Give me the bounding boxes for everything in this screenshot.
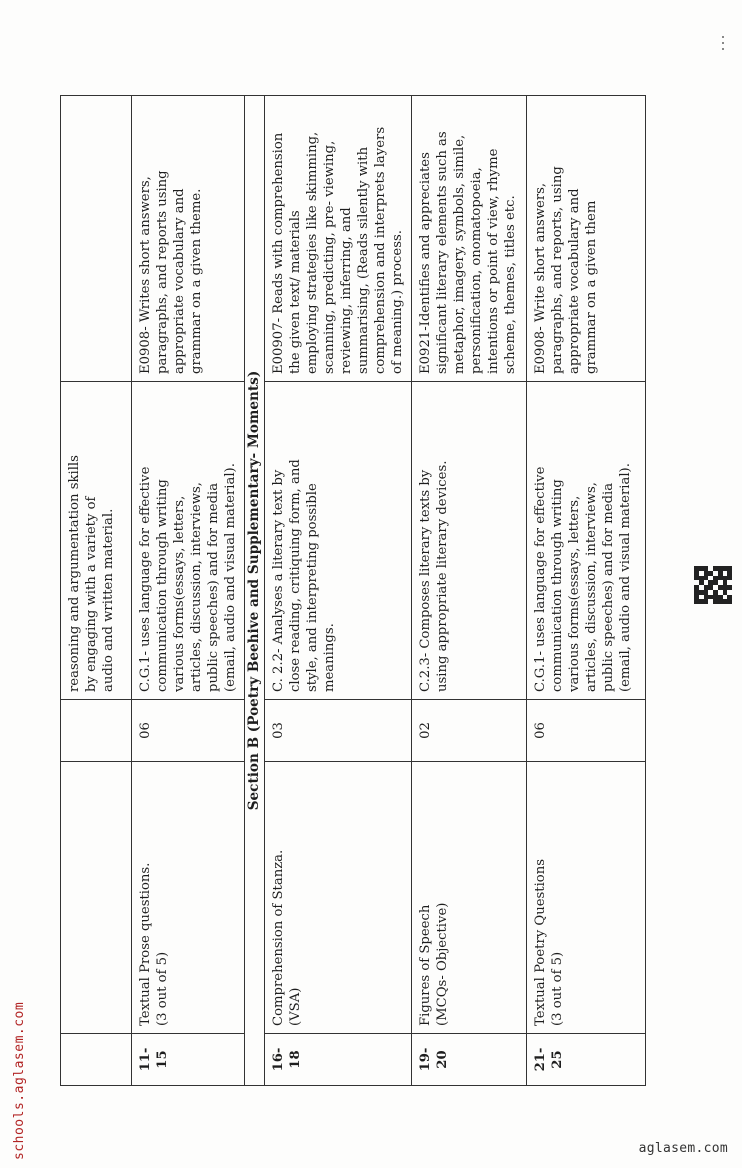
- marks-cell: 02: [412, 700, 527, 762]
- text-line: grammar on a given them: [584, 200, 599, 374]
- table-row: [527, 96, 646, 1086]
- text-line: (3 out of 5): [550, 951, 565, 1026]
- text-line: (VSA): [288, 987, 303, 1026]
- text-line: using appropriate literary devices.: [435, 460, 450, 692]
- text-line: (MCQs- Objective): [435, 902, 450, 1026]
- text-line: comprehension and interprets layers: [373, 126, 388, 374]
- text-line: reviewing, inferring, and: [339, 207, 354, 374]
- text-line: C. 2.2- Analyses a literary text by: [271, 469, 286, 692]
- learning-outcome-cell: [412, 96, 527, 382]
- marks-cell: 06: [527, 700, 646, 762]
- text-line: (email, audio and visual material).: [223, 463, 238, 692]
- marks-cell: 03: [265, 700, 412, 762]
- competency-cell: [265, 382, 412, 700]
- text-line: various forms(essays, letters,: [172, 495, 187, 692]
- qno-cell: 21-25: [527, 1034, 646, 1086]
- text-line: (3 out of 5): [155, 951, 170, 1026]
- text-line: significant literary elements such as: [435, 131, 450, 374]
- text-line: (email, audio and visual material).: [618, 463, 633, 692]
- text-line: communication through writing: [155, 479, 170, 692]
- text-line: appropriate vocabulary and: [567, 188, 582, 374]
- competency-cell: [132, 382, 245, 700]
- marks-cell: 06: [132, 700, 245, 762]
- competency-cell: [527, 382, 646, 700]
- question-type-cell: [412, 762, 527, 1034]
- text-line: of meaning.) process.: [390, 230, 405, 374]
- text-line: scheme, themes, titles etc.: [503, 195, 518, 374]
- text-line: employing strategies like skimming,: [305, 131, 320, 374]
- text-line: E0921-Identifies and appreciates: [418, 152, 433, 374]
- text-line: intentions or point of view, rhyme: [486, 148, 501, 374]
- text-line: metaphor, imagery, symbols, simile,: [452, 134, 467, 374]
- text-line: communication through writing: [550, 479, 565, 692]
- text-line: various forms(essays, letters,: [567, 495, 582, 692]
- text-line: Textual Prose questions.: [138, 862, 153, 1026]
- watermark-bottom: aglasem.com: [638, 1141, 728, 1156]
- learning-outcome-cell: [265, 96, 412, 382]
- text-line: C.2.3- Composes literary texts by: [418, 469, 433, 692]
- qno-cell: 19-20: [412, 1034, 527, 1086]
- marks-cell: [61, 700, 132, 762]
- question-type-cell: [61, 762, 132, 1034]
- text-line: C.G.1- uses language for effective: [533, 466, 548, 692]
- text-line: E00907- Reads with comprehension: [271, 132, 286, 374]
- table-row: [265, 96, 412, 1086]
- text-line: close reading, critiquing form, and: [288, 459, 303, 692]
- text-line: appropriate vocabulary and: [172, 188, 187, 374]
- question-type-cell: [132, 762, 245, 1034]
- text-line: public speeches) and for media: [206, 482, 221, 692]
- text-line: grammar on a given theme.: [189, 188, 204, 374]
- competency-cell: [412, 382, 527, 700]
- rotated-table-wrapper: [60, 96, 710, 1086]
- text-line: style, and interpreting possible: [305, 483, 320, 692]
- text-line: paragraphs, and reports using: [155, 170, 170, 374]
- text-line: scanning, predicting, pre- viewing,: [322, 140, 337, 374]
- table-row: [412, 96, 527, 1086]
- text-line: summarising, (Reads silently with: [356, 146, 371, 374]
- question-type-cell: [527, 762, 646, 1034]
- watermark-left: schools.aglasem.com: [12, 1001, 27, 1160]
- text-line: public speeches) and for media: [601, 482, 616, 692]
- table-row: [132, 96, 245, 1086]
- text-line: Textual Poetry Questions: [533, 859, 548, 1026]
- learning-outcome-cell: [527, 96, 646, 382]
- learning-outcome-cell: [61, 96, 132, 382]
- text-line: audio and written material.: [101, 508, 116, 692]
- text-line: by engaging with a variety of: [84, 496, 99, 692]
- table-row: [61, 96, 132, 1086]
- text-line: the given text/ materials: [288, 210, 303, 374]
- text-line: reasoning and argumentation skills: [67, 455, 82, 692]
- qno-cell: 16-18: [265, 1034, 412, 1086]
- blueprint-table: [60, 95, 646, 1086]
- text-line: articles, discussion, interviews,: [584, 482, 599, 692]
- section-header-row: [245, 96, 265, 1086]
- text-line: Figures of Speech: [418, 904, 433, 1026]
- text-line: Comprehension of Stanza.: [271, 849, 286, 1026]
- text-line: C.G.1- uses language for effective: [138, 466, 153, 692]
- qno-cell: 11-15: [132, 1034, 245, 1086]
- section-title: Section B (Poetry Beehive and Supplementary- Moments): [245, 96, 265, 1086]
- learning-outcome-cell: [132, 96, 245, 382]
- scan-speck: [722, 36, 726, 50]
- text-line: personification, onomatopoeia,: [469, 167, 484, 374]
- text-line: E0908- Writes short answers,: [138, 176, 153, 374]
- text-line: articles, discussion, interviews,: [189, 482, 204, 692]
- text-line: E0908- Write short answers,: [533, 182, 548, 374]
- question-type-cell: [265, 762, 412, 1034]
- text-line: paragraphs, and reports, using: [550, 166, 565, 374]
- competency-cell: [61, 382, 132, 700]
- qno-cell: [61, 1034, 132, 1086]
- text-line: meanings.: [322, 623, 337, 692]
- qr-code-icon: [694, 566, 732, 604]
